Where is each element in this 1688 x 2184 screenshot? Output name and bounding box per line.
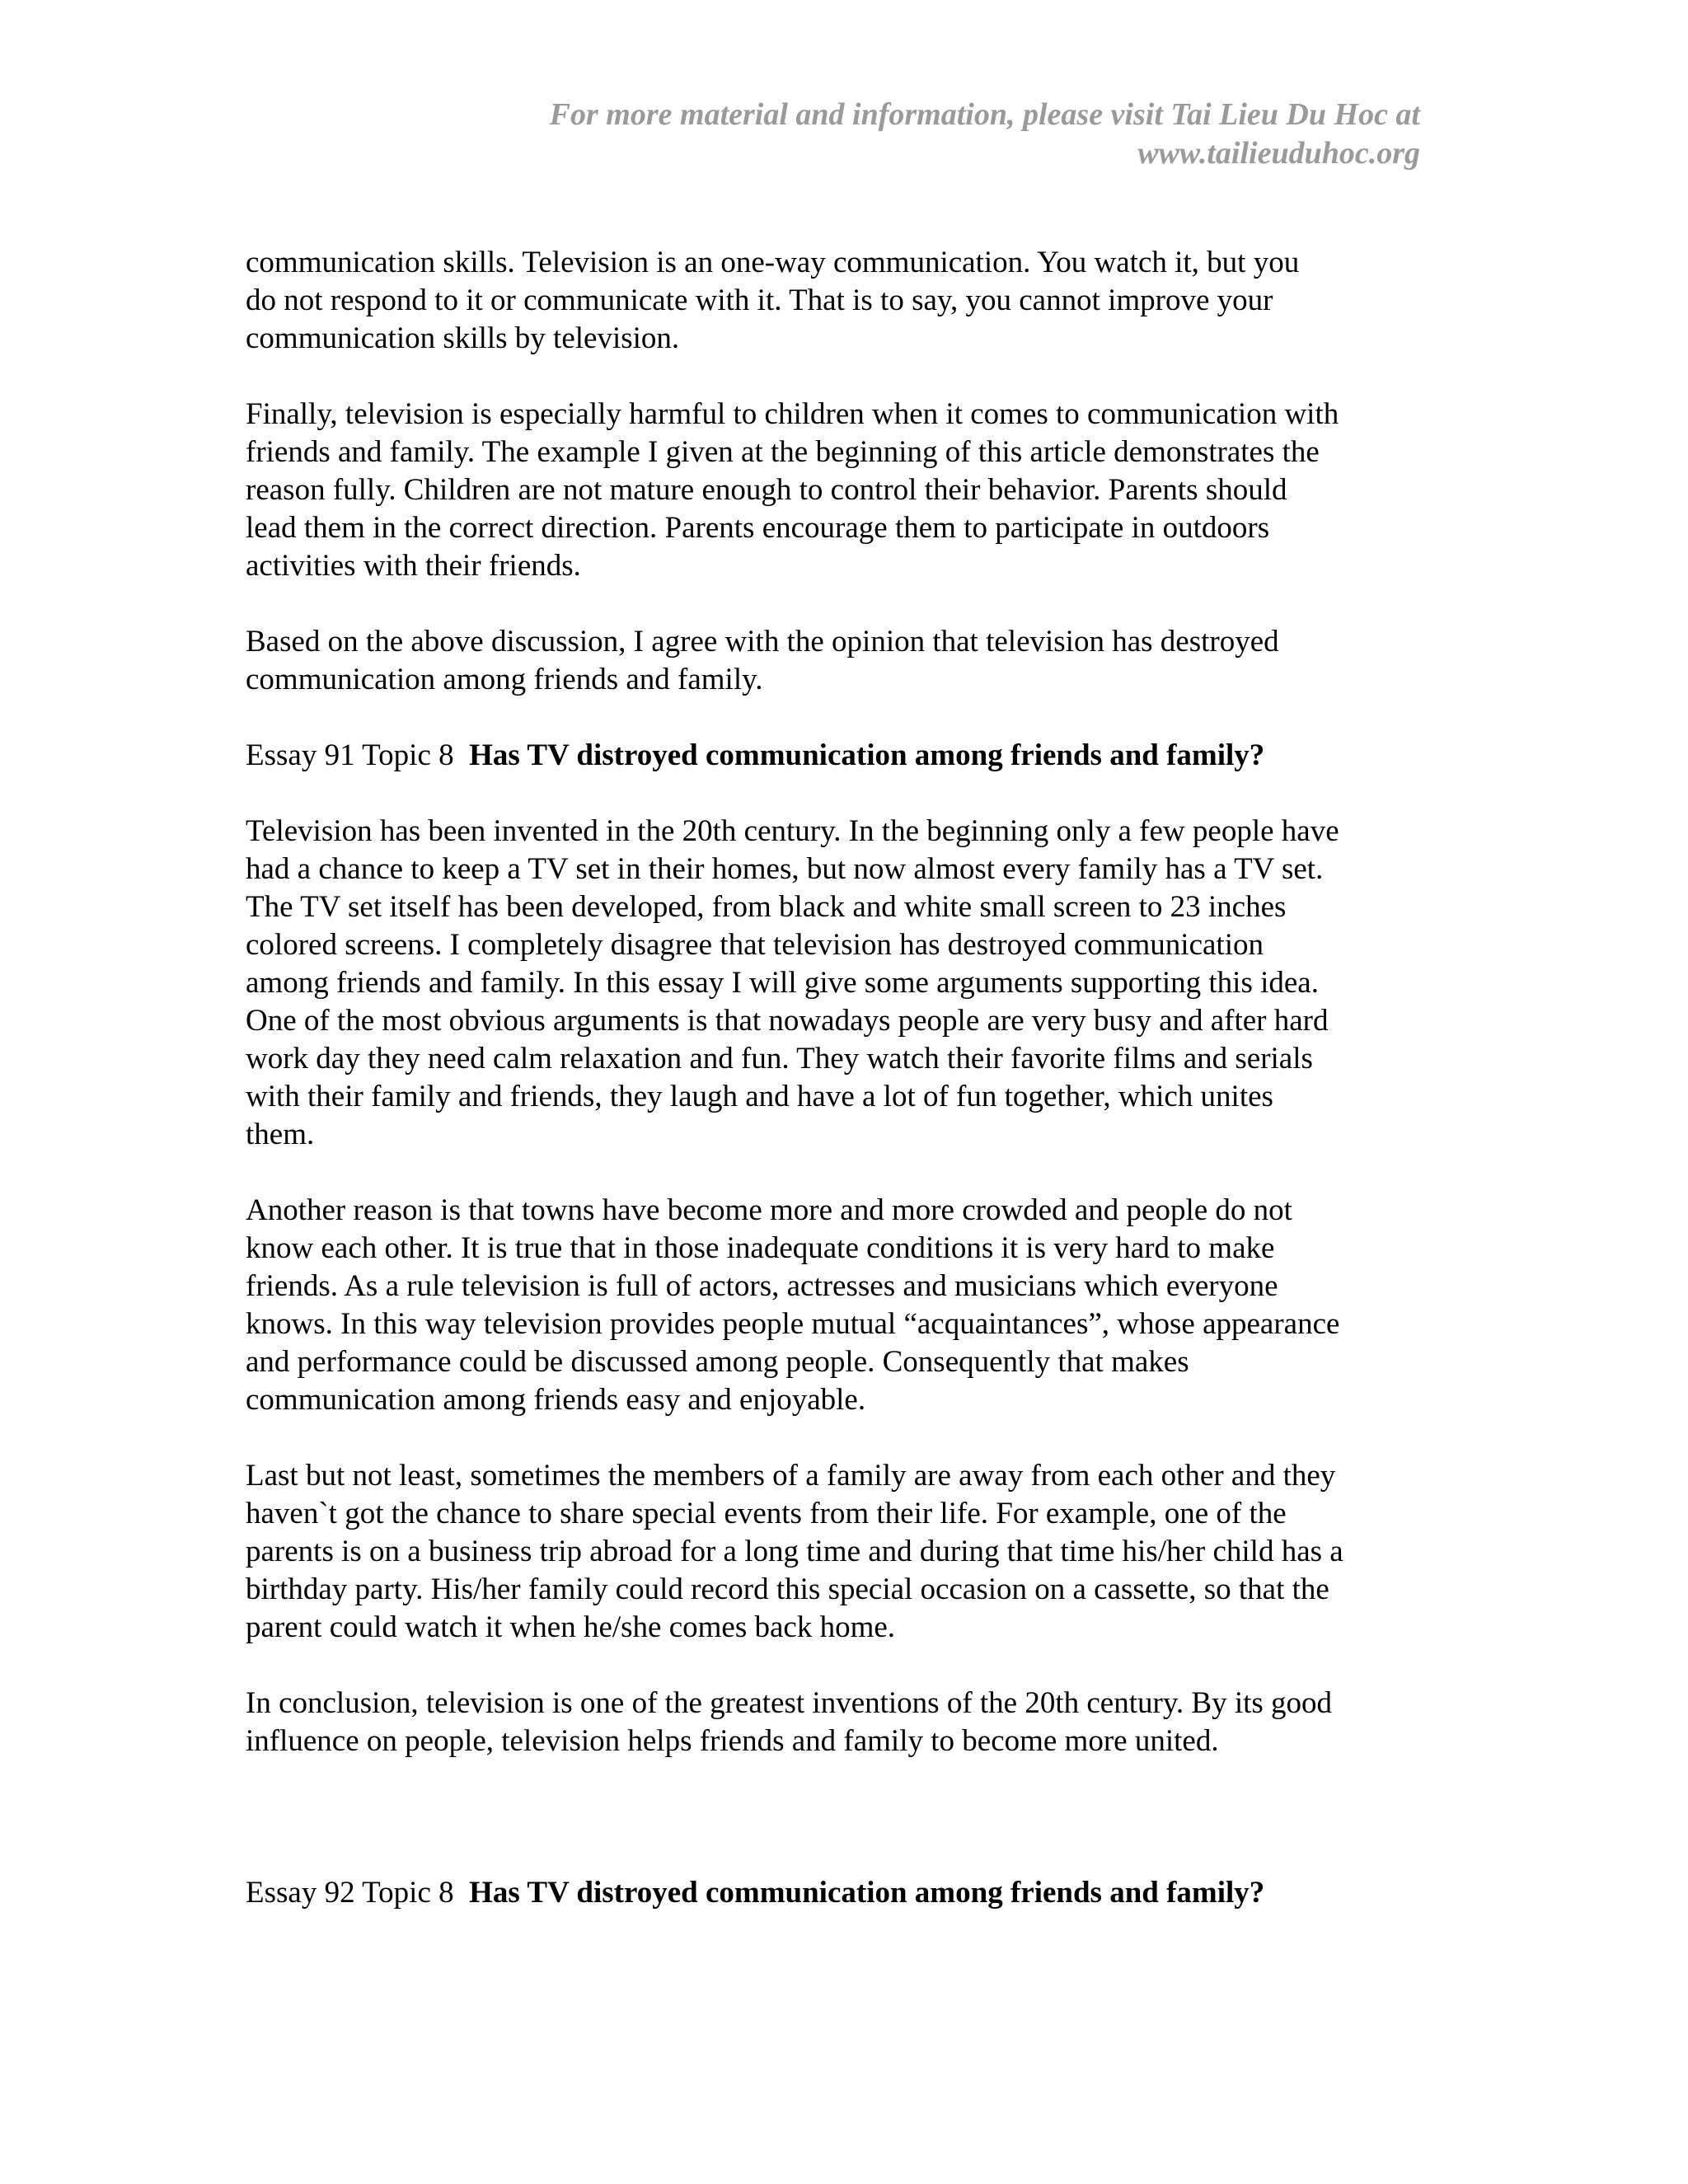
text-line: communication skills by television. (246, 321, 680, 355)
essay-92-title: Has TV distroyed communication among friends and family? (469, 1876, 1265, 1910)
text-line: The TV set itself has been developed, from black and white small screen to 23 inches (246, 890, 1287, 924)
text-line: do not respond to it or communicate with it. That is to say, you cannot improve your (246, 284, 1273, 317)
text-line: Last but not least, sometimes the members of a family are away from each other and they (246, 1459, 1336, 1493)
text-line: haven`t got the chance to share special events from their life. For example, one of the (246, 1497, 1287, 1530)
paragraph-another-reason (246, 1192, 1432, 1419)
paragraph-introduction (246, 813, 1432, 1154)
text-line: work day they need calm relaxation and fun. They watch their favorite films and serials (246, 1042, 1313, 1076)
essay-91-heading (246, 737, 1432, 775)
text-line: In conclusion, television is one of the greatest inventions of the 20th century. By its good (246, 1686, 1333, 1720)
text-line: communication among friends easy and enjoyable. (246, 1383, 866, 1417)
paragraph-conclusion-essay-90 (246, 623, 1432, 699)
header-line-1: For more material and information, please visit Tai Lieu Du Hoc at (549, 97, 1420, 132)
text-line: parent could watch it when he/she comes back home. (246, 1610, 896, 1644)
text-line: and performance could be discussed among people. Consequently that makes (246, 1345, 1189, 1379)
essay-91-label: Essay 91 Topic 8 (246, 738, 454, 772)
text-line: Television has been invented in the 20th century. In the beginning only a few people have (246, 814, 1339, 848)
paragraph-communication-skills (246, 244, 1432, 358)
page-header (349, 96, 1420, 173)
text-line: them. (246, 1118, 315, 1151)
text-line: influence on people, television helps friends and family to become more united. (246, 1724, 1219, 1758)
text-line: Based on the above discussion, I agree with the opinion that television has destroyed (246, 625, 1279, 658)
text-line: Another reason is that towns have become more and more crowded and people do not (246, 1193, 1292, 1227)
essay-91-title: Has TV distroyed communication among friends and family? (469, 738, 1265, 772)
text-line: reason fully. Children are not mature enough to control their behavior. Parents should (246, 473, 1287, 507)
paragraph-in-conclusion (246, 1685, 1432, 1760)
paragraph-last-but-not-least (246, 1457, 1432, 1647)
text-line: friends. As a rule television is full of actors, actresses and musicians which everyone (246, 1269, 1278, 1303)
paragraph-harmful-to-children (246, 396, 1432, 585)
text-line: activities with their friends. (246, 549, 581, 583)
text-line: One of the most obvious arguments is that nowadays people are very busy and after hard (246, 1004, 1329, 1038)
text-line: communication among friends and family. (246, 663, 763, 696)
text-line: know each other. It is true that in those inadequate conditions it is very hard to make (246, 1231, 1275, 1265)
blank-space (246, 1798, 1432, 1874)
essay-92-label: Essay 92 Topic 8 (246, 1876, 454, 1910)
text-line: colored screens. I completely disagree that television has destroyed communication (246, 928, 1264, 962)
text-line: among friends and family. In this essay I will give some arguments supporting this idea. (246, 966, 1319, 1000)
text-line: had a chance to keep a TV set in their homes, but now almost every family has a TV set. (246, 852, 1324, 886)
text-line: knows. In this way television provides people mutual “acquaintances”, whose appearance (246, 1307, 1340, 1341)
text-line: with their family and friends, they laugh and have a lot of fun together, which unites (246, 1080, 1273, 1113)
document-body (246, 244, 1432, 1950)
text-line: parents is on a business trip abroad for a long time and during that time his/her child has a (246, 1535, 1343, 1568)
text-line: Finally, television is especially harmful to children when it comes to communication with (246, 397, 1339, 431)
text-line: communication skills. Television is an one-way communication. You watch it, but you (246, 246, 1300, 279)
text-line: friends and family. The example I given at the beginning of this article demonstrates the (246, 435, 1320, 469)
text-line: lead them in the correct direction. Parents encourage them to participate in outdoors (246, 511, 1270, 545)
text-line: birthday party. His/her family could record this special occasion on a cassette, so that the (246, 1572, 1329, 1606)
essay-92-heading (246, 1874, 1432, 1912)
header-url: www.tailieuduhoc.org (1137, 136, 1420, 171)
